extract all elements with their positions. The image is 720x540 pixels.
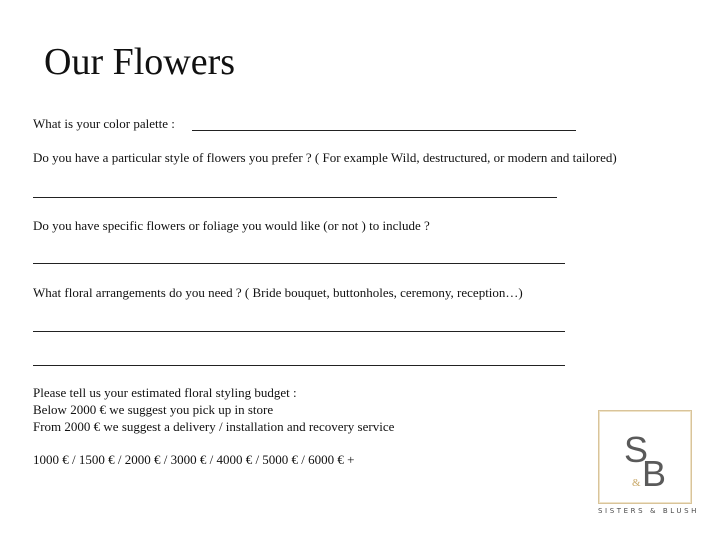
budget-from-2000: From 2000 € we suggest a delivery / installation and recovery service bbox=[33, 419, 395, 434]
answer-line-flower-style[interactable] bbox=[33, 197, 557, 198]
logo-monogram-s: S bbox=[624, 429, 649, 470]
answer-line-specific-flowers[interactable] bbox=[33, 263, 565, 264]
budget-intro: Please tell us your estimated floral styling budget : bbox=[33, 385, 297, 400]
answer-line-arrangements-1[interactable] bbox=[33, 331, 565, 332]
budget-options[interactable]: 1000 € / 1500 € / 2000 € / 3000 € / 4000 € / 5000 € / 6000 € + bbox=[33, 452, 355, 467]
logo-tagline: SISTERS & BLUSH bbox=[598, 507, 700, 515]
question-color-palette: What is your color palette : bbox=[33, 116, 175, 131]
question-flower-style: Do you have a particular style of flowers you prefer ? ( For example Wild, destructured, or modern and tailored) bbox=[33, 150, 617, 165]
brand-logo bbox=[598, 410, 692, 504]
logo-monogram-b: B bbox=[642, 453, 667, 492]
logo-monogram bbox=[624, 422, 668, 492]
answer-line-color-palette[interactable] bbox=[192, 130, 576, 131]
logo-ampersand: & bbox=[632, 477, 641, 489]
page-title: Our Flowers bbox=[44, 41, 236, 83]
answer-line-arrangements-2[interactable] bbox=[33, 365, 565, 366]
budget-below-2000: Below 2000 € we suggest you pick up in store bbox=[33, 402, 274, 417]
question-floral-arrangements: What floral arrangements do you need ? ( Bride bouquet, buttonholes, ceremony, reception…) bbox=[33, 285, 523, 300]
question-specific-flowers: Do you have specific flowers or foliage you would like (or not ) to include ? bbox=[33, 218, 430, 233]
